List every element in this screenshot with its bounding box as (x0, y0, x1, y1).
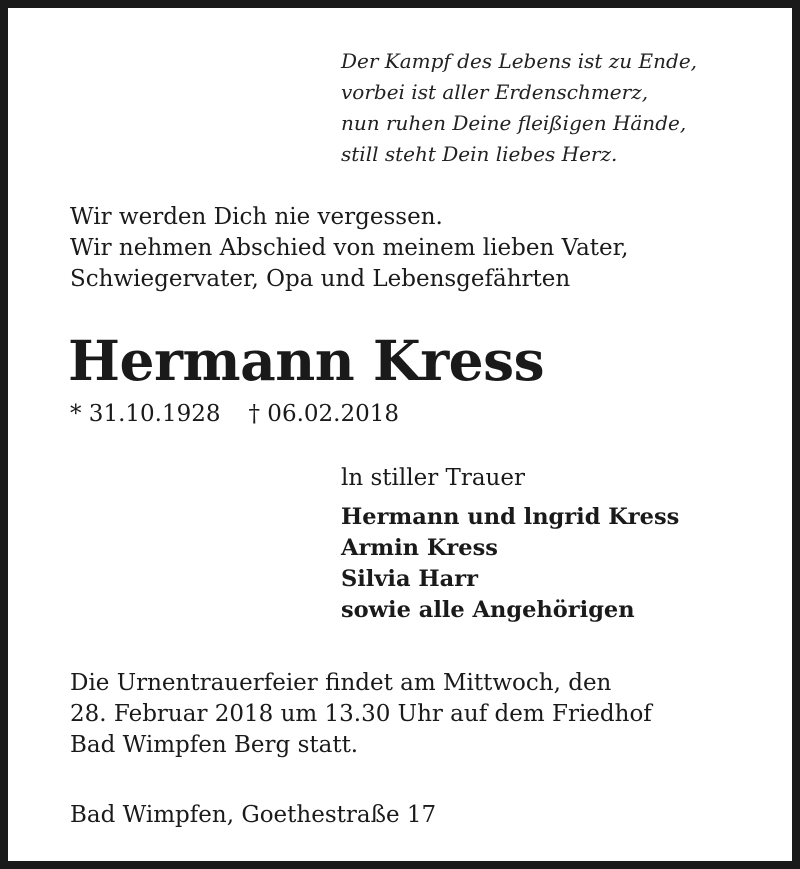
birth-date: * 31.10.1928 (70, 401, 221, 427)
mourners-block (341, 463, 679, 626)
mourner-name: Silvia Harr (341, 566, 478, 592)
ceremony-notice (70, 668, 652, 761)
death-date: † 06.02.2018 (248, 401, 399, 427)
mourning-label: ln stiller Trauer (341, 465, 525, 491)
mourner-name: Armin Kress (341, 535, 498, 561)
life-dates (70, 398, 399, 430)
poem-line: Der Kampf des Lebens ist zu Ende, (341, 49, 698, 73)
ceremony-line: Bad Wimpfen Berg statt. (70, 732, 359, 758)
ceremony-line: Die Urnentrauerfeier findet am Mittwoch, den (70, 670, 612, 696)
poem-line: nun ruhen Deine fleißigen Hände, (341, 111, 687, 135)
deceased-name: Hermann Kress (68, 328, 545, 393)
mourner-name: sowie alle Angehörigen (341, 597, 635, 623)
address: Bad Wimpfen, Goethestraße 17 (70, 802, 437, 828)
poem-line: vorbei ist aller Erdenschmerz, (341, 80, 649, 104)
poem-line: still steht Dein liebes Herz. (341, 142, 618, 166)
poem (341, 46, 697, 170)
intro-line: Wir nehmen Abschied von meinem lieben Vater, (70, 235, 629, 261)
intro-text (70, 202, 628, 295)
ceremony-line: 28. Februar 2018 um 13.30 Uhr auf dem Friedhof (70, 701, 652, 727)
mourner-name: Hermann und lngrid Kress (341, 504, 680, 530)
intro-line: Schwiegervater, Opa und Lebensgefährten (70, 266, 571, 292)
intro-line: Wir werden Dich nie vergessen. (70, 204, 443, 230)
